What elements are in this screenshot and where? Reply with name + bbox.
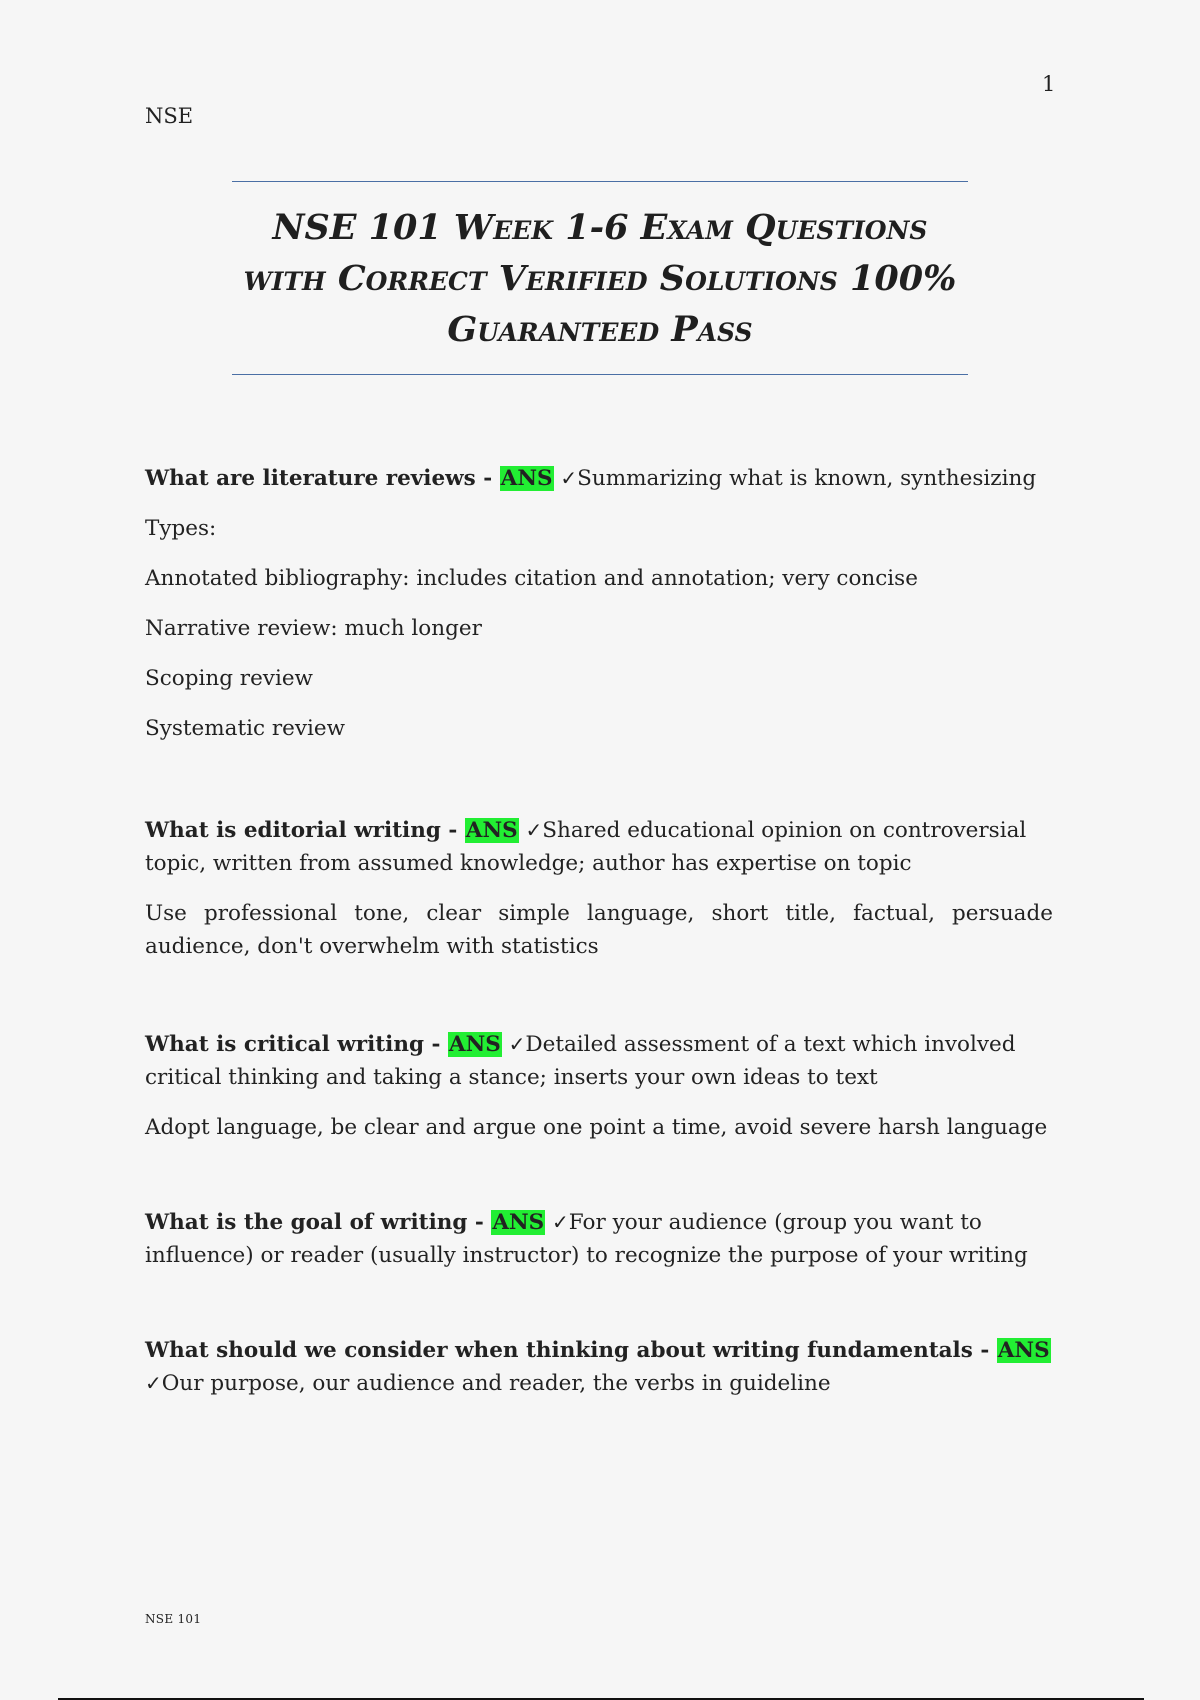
answer-highlight-label: ANS	[997, 1338, 1050, 1363]
question-text: What are literature reviews -	[145, 466, 500, 491]
answer-detail-line: Narrative review: much longer	[145, 616, 482, 641]
answer-text: Shared educational opinion on controversial topic, written from assumed knowledge; author has expertise on topic	[145, 818, 1027, 876]
running-head: NSE	[145, 104, 194, 128]
answer-detail-line: Use professional tone, clear simple language, short title, factual, persuade audience, don't overwhelm with statistics	[145, 901, 1053, 959]
question-text: What is editorial writing -	[145, 818, 465, 843]
answer-highlight-label: ANS	[465, 818, 518, 843]
page-footer: NSE 101	[145, 1612, 202, 1626]
answer-detail-line: Types:	[145, 516, 217, 541]
checkmark-icon: ✓	[525, 818, 543, 842]
question-text: What should we consider when thinking about writing fundamentals -	[145, 1338, 997, 1363]
answer-highlight-label: ANS	[448, 1032, 501, 1057]
checkmark-icon: ✓	[508, 1032, 526, 1056]
qa-block-critical-writing	[145, 1028, 1053, 1144]
question-paragraph	[145, 1028, 1053, 1094]
answer-detail-line: Annotated bibliography: includes citation and annotation; very concise	[145, 566, 918, 591]
document-body	[145, 462, 1053, 1417]
question-paragraph	[145, 1334, 1053, 1400]
qa-block-editorial-writing	[145, 814, 1053, 963]
question-text: What is critical writing -	[145, 1032, 448, 1057]
answer-text: Detailed assessment of a text which involved critical thinking and taking a stance; inserts your own ideas to text	[145, 1032, 1016, 1090]
answer-highlight-label: ANS	[500, 466, 553, 491]
answer-detail-line: Scoping review	[145, 666, 313, 691]
checkmark-icon: ✓	[145, 1371, 162, 1395]
checkmark-icon: ✓	[552, 1210, 569, 1234]
page-number: 1	[1042, 72, 1056, 96]
document-title: NSE 101 Week 1-6 Exam Questions with Correct Verified Solutions 100% Guaranteed Pass	[243, 207, 957, 350]
answer-text: For your audience (group you want to influence) or reader (usually instructor) to recognize the purpose of your writing	[145, 1210, 1028, 1268]
question-text: What is the goal of writing -	[145, 1210, 492, 1235]
question-paragraph	[145, 462, 1053, 495]
answer-text: Our purpose, our audience and reader, the verbs in guideline	[161, 1371, 831, 1396]
title-block	[232, 181, 968, 375]
question-paragraph	[145, 814, 1053, 880]
qa-block-writing-fundamentals	[145, 1334, 1053, 1400]
qa-block-literature-reviews	[145, 462, 1053, 745]
answer-detail-line: Systematic review	[145, 716, 346, 741]
question-paragraph	[145, 1206, 1053, 1272]
answer-highlight-label: ANS	[492, 1210, 545, 1235]
answer-detail-line: Adopt language, be clear and argue one point a time, avoid severe harsh language	[145, 1115, 1048, 1140]
checkmark-icon: ✓	[560, 466, 578, 490]
answer-text: Summarizing what is known, synthesizing	[577, 466, 1037, 491]
qa-block-goal-of-writing	[145, 1206, 1053, 1272]
